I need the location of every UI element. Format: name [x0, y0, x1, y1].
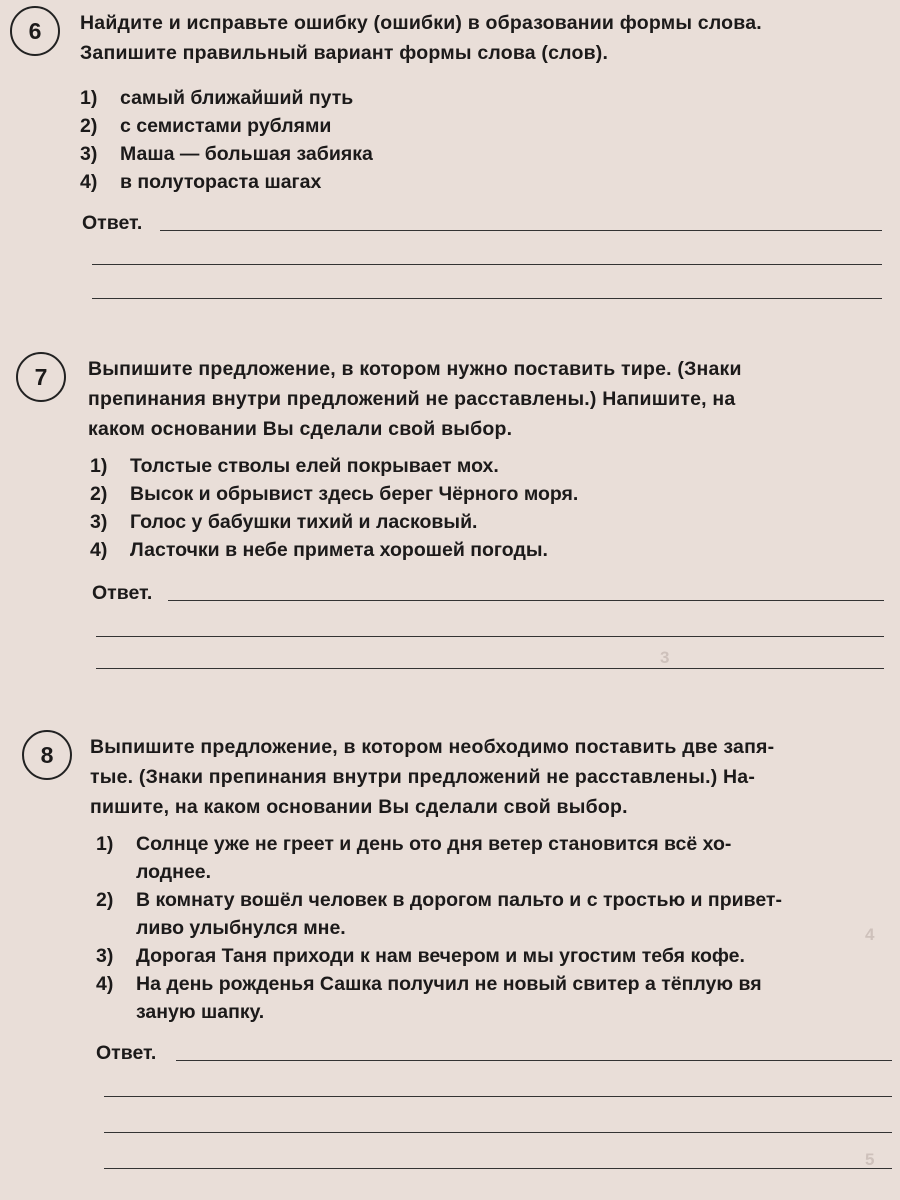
option-text: с семистами рублями — [120, 115, 332, 137]
option-number: 2) — [90, 483, 108, 505]
instruction-line: Выпишите предложение, в котором необходимо поставить две запя- — [90, 736, 775, 758]
instruction-line: Запишите правильный вариант формы слова (слов). — [80, 42, 609, 64]
option-text-continuation: лоднее. — [136, 861, 212, 883]
option-number: 4) — [96, 973, 114, 995]
bleed-through-text: 3 — [660, 648, 670, 667]
option-text: Солнце уже не греет и день ото дня ветер становится всё хо- — [136, 833, 732, 855]
instruction-line: Найдите и исправьте ошибку (ошибки) в образовании формы слова. — [80, 12, 762, 34]
option-text: На день рожденья Сашка получил не новый свитер а тёплую вя — [136, 973, 762, 995]
option-3 — [96, 942, 892, 970]
answer-line[interactable] — [104, 1096, 892, 1097]
option-text: Высок и обрывист здесь берег Чёрного моря. — [130, 483, 579, 505]
option-text: в полутораста шагах — [120, 171, 322, 193]
option-number: 3) — [96, 945, 114, 967]
answer-line[interactable] — [160, 230, 882, 231]
task-7-instruction — [88, 354, 890, 444]
option-text: самый ближайший путь — [120, 87, 354, 109]
option-number: 4) — [80, 171, 98, 193]
option-text-continuation: ливо улыбнулся мне. — [136, 917, 346, 939]
answer-label: Ответ. — [92, 582, 153, 604]
answer-line[interactable] — [176, 1060, 892, 1061]
option-3 — [90, 508, 477, 536]
instruction-line: Выпишите предложение, в котором нужно поставить тире. (Знаки — [88, 358, 742, 380]
option-4 — [96, 970, 892, 1026]
option-number: 3) — [90, 511, 108, 533]
instruction-line: пишите, на каком основании Вы сделали свой выбор. — [90, 796, 628, 818]
option-4 — [80, 168, 321, 196]
option-number: 2) — [80, 115, 98, 137]
instruction-line: каком основании Вы сделали свой выбор. — [88, 418, 513, 440]
option-2 — [80, 112, 331, 140]
bleed-through-text: 5 — [865, 1150, 875, 1169]
answer-line[interactable] — [96, 636, 884, 637]
option-number: 1) — [90, 455, 108, 477]
option-number: 2) — [96, 889, 114, 911]
option-text-continuation: заную шапку. — [136, 1001, 265, 1023]
task-number-8: 8 — [22, 730, 72, 780]
instruction-line: тые. (Знаки препинания внутри предложений не расставлены.) На- — [90, 766, 756, 788]
option-text: Дорогая Таня приходи к нам вечером и мы угостим тебя кофе. — [136, 945, 745, 967]
option-1 — [96, 830, 892, 886]
option-3 — [80, 140, 373, 168]
task-number-7: 7 — [16, 352, 66, 402]
task-number-6: 6 — [10, 6, 60, 56]
option-number: 3) — [80, 143, 98, 165]
task-8 — [0, 720, 900, 1200]
answer-line[interactable] — [96, 668, 884, 669]
task-6-instruction — [80, 8, 890, 68]
option-1 — [80, 84, 353, 112]
option-number: 1) — [80, 87, 98, 109]
bleed-through-text: 4 — [865, 925, 875, 944]
task-8-instruction — [90, 732, 892, 822]
option-4 — [90, 536, 548, 564]
answer-line[interactable] — [92, 298, 882, 299]
answer-line[interactable] — [104, 1168, 892, 1169]
option-text: Ласточки в небе примета хорошей погоды. — [130, 539, 548, 561]
option-number: 1) — [96, 833, 114, 855]
option-2 — [96, 886, 892, 942]
answer-label: Ответ. — [96, 1042, 157, 1064]
task-6 — [0, 0, 900, 320]
answer-label: Ответ. — [82, 212, 143, 234]
answer-line[interactable] — [104, 1132, 892, 1133]
instruction-line: препинания внутри предложений не расставлены.) Напишите, на — [88, 388, 736, 410]
option-text: Толстые стволы елей покрывает мох. — [130, 455, 499, 477]
option-number: 4) — [90, 539, 108, 561]
option-2 — [90, 480, 578, 508]
answer-line[interactable] — [168, 600, 884, 601]
option-text: Голос у бабушки тихий и ласковый. — [130, 511, 478, 533]
option-text: В комнату вошёл человек в дорогом пальто и с тростью и привет- — [136, 889, 782, 911]
option-text: Маша — большая забияка — [120, 143, 373, 165]
task-7 — [0, 340, 900, 680]
option-1 — [90, 452, 499, 480]
answer-line[interactable] — [92, 264, 882, 265]
